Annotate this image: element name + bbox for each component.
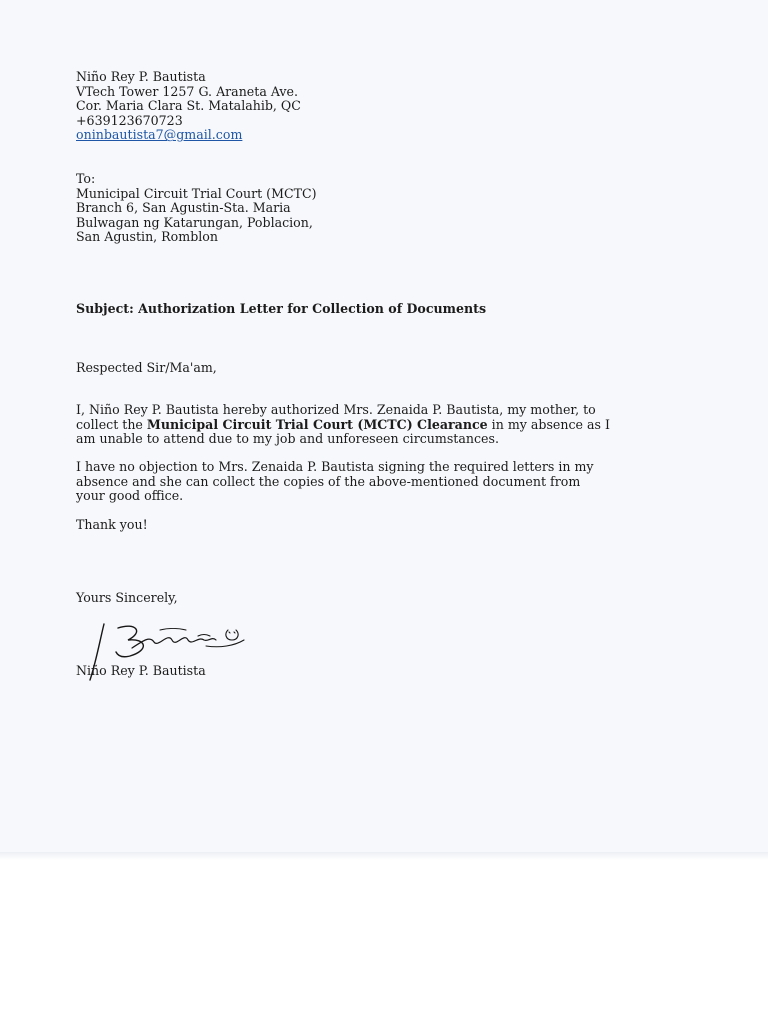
paragraph-1-line2-prefix: collect the (76, 416, 147, 432)
paragraph-1-line3: am unable to attend due to my job and unforeseen circumstances. (76, 431, 499, 447)
recipient-line4: San Agustin, Romblon (76, 229, 218, 245)
body-paragraph-1 (76, 403, 716, 447)
recipient-line1: Municipal Circuit Trial Court (MCTC) (76, 185, 317, 201)
sender-email-link[interactable]: oninbautista7@gmail.com (76, 127, 243, 143)
thank-you-line: Thank you! (76, 517, 148, 532)
body-paragraph-2 (76, 460, 716, 504)
paragraph-1-line1: I, Niño Rey P. Bautista hereby authorized Mrs. Zenaida P. Bautista, my mother, to (76, 402, 596, 417)
signatory-name: Niño Rey P. Bautista (76, 663, 206, 678)
paragraph-1-line2 (76, 418, 716, 433)
paragraph-1-line2-suffix: in my absence as I (487, 416, 610, 432)
letter-subject: Subject: Authorization Letter for Collection of Documents (76, 301, 487, 316)
paragraph-2-line3: your good office. (76, 488, 184, 504)
paragraph-2-line1: I have no objection to Mrs. Zenaida P. Bautista signing the required letters in my (76, 459, 594, 474)
salutation: Respected Sir/Ma'am, (76, 360, 217, 375)
sender-name: Niño Rey P. Bautista (76, 69, 206, 84)
sender-address-line2: Cor. Maria Clara St. Matalahib, QC (76, 98, 301, 114)
sender-address-line1: VTech Tower 1257 G. Araneta Ave. (76, 83, 298, 99)
sender-block (76, 70, 716, 143)
recipient-block (76, 172, 716, 245)
sender-phone: +639123670723 (76, 112, 183, 128)
recipient-line2: Branch 6, San Agustin-Sta. Maria (76, 200, 291, 216)
recipient-to-label: To: (76, 171, 96, 186)
paragraph-2-line2: absence and she can collect the copies of the above-mentioned document from (76, 473, 581, 489)
page-edge-shadow (0, 852, 768, 860)
clearance-document-name: Municipal Circuit Trial Court (MCTC) Clearance (146, 416, 488, 432)
recipient-line3: Bulwagan ng Katarungan, Poblacion, (76, 214, 313, 230)
valediction: Yours Sincerely, (76, 590, 178, 605)
